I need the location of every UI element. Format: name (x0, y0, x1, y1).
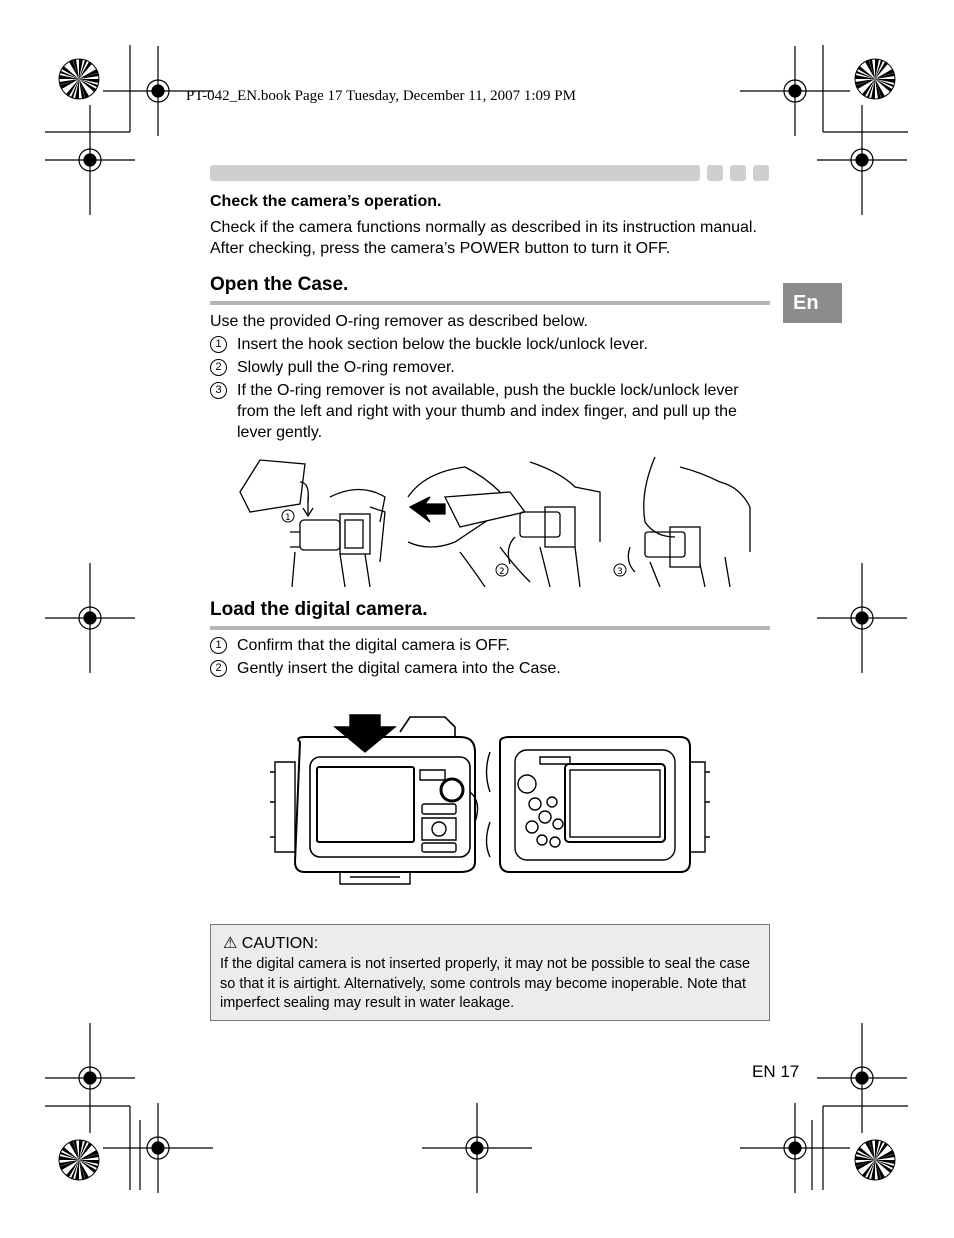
warning-icon: ⚠ (223, 935, 238, 952)
heading-rule (210, 626, 770, 630)
caution-body: If the digital camera is not inserted properly, it may not be possible to seal the case so that it is airtight. Alternatively, some controls may become inoperable. Note that imperfect sealing may result in water leakage. (220, 956, 751, 1011)
figure-label-3: 3 (617, 567, 623, 577)
open-step-1 (210, 334, 772, 355)
open-step-3 (210, 380, 772, 443)
check-title: Check the camera’s operation. (210, 193, 442, 210)
check-body: Check if the camera functions normally as described in its instruction manual. After checking, press the camera’s POWER button to turn it OFF. (210, 219, 757, 257)
step-number: 2 (210, 359, 227, 376)
section-square (707, 165, 723, 181)
section-square (753, 165, 769, 181)
section-square (730, 165, 746, 181)
o-ring-remover-illustration (230, 452, 760, 587)
step-text: Insert the hook section below the buckle lock/unlock lever. (237, 336, 648, 353)
caution-title-row (223, 933, 318, 953)
figure-label-1: 1 (285, 513, 291, 523)
step-text: If the O-ring remover is not available, push the buckle lock/unlock lever from the left and right with your thumb and index finger, and pull up the lever gently. (237, 382, 739, 441)
step-number: 1 (210, 637, 227, 654)
language-tab: En (783, 283, 842, 323)
load-step-2 (210, 658, 772, 679)
caution-box (210, 924, 770, 1021)
step-number: 2 (210, 660, 227, 677)
page-number: EN 17 (752, 1062, 800, 1081)
step-text: Confirm that the digital camera is OFF. (237, 637, 510, 654)
step-text: Gently insert the digital camera into the Case. (237, 660, 561, 677)
print-header: PT-042_EN.book Page 17 Tuesday, December 11, 2007 1:09 PM (186, 88, 576, 104)
camera-case-illustration (270, 712, 710, 887)
load-step-1 (210, 635, 772, 656)
open-step-2 (210, 357, 772, 378)
figure-label-2: 2 (499, 567, 505, 577)
step-text: Slowly pull the O-ring remover. (237, 359, 455, 376)
step-number: 1 (210, 336, 227, 353)
step-number: 3 (210, 382, 227, 399)
heading-rule (210, 301, 770, 305)
caution-title: CAUTION: (241, 935, 319, 952)
load-camera-heading: Load the digital camera. (210, 599, 428, 620)
section-bar (210, 165, 700, 181)
open-case-intro: Use the provided O-ring remover as described below. (210, 313, 588, 330)
open-case-heading: Open the Case. (210, 274, 349, 295)
